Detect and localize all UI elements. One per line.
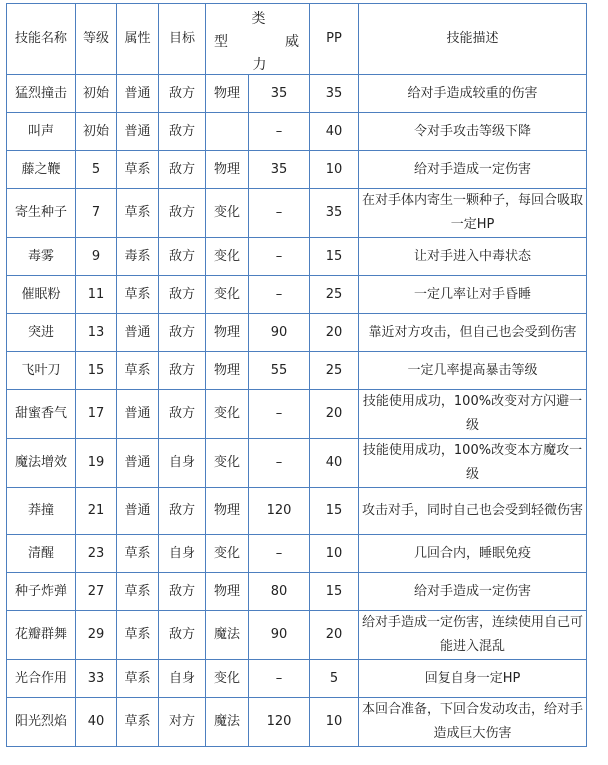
- cell-attribute: 草系: [117, 611, 158, 659]
- cell-attribute: 普通: [117, 390, 158, 438]
- cell-description: 技能使用成功，100%改变对方闪避一级: [359, 390, 586, 438]
- table-row: [7, 698, 586, 746]
- cell-target: 敌方: [159, 573, 205, 610]
- cell-level: 23: [76, 535, 116, 572]
- table-row: [7, 113, 586, 150]
- header-target: 目标: [159, 4, 205, 74]
- cell-type: 物理: [206, 314, 248, 351]
- cell-type: 变化: [206, 660, 248, 697]
- cell-type: 变化: [206, 238, 248, 275]
- cell-attribute: 普通: [117, 488, 158, 534]
- cell-pp: 5: [310, 660, 358, 697]
- cell-target: 敌方: [159, 238, 205, 275]
- cell-description: 技能使用成功，100%改变本方魔攻一级: [359, 439, 586, 487]
- cell-name: 飞叶刀: [7, 352, 75, 389]
- cell-description: 几回合内，睡眠免疫: [359, 535, 586, 572]
- cell-level: 5: [76, 151, 116, 188]
- cell-type: 物理: [206, 573, 248, 610]
- cell-description: 令对手攻击等级下降: [359, 113, 586, 150]
- header-type-char2: 型: [214, 34, 228, 50]
- cell-level: 40: [76, 698, 116, 746]
- cell-level: 初始: [76, 75, 116, 112]
- table-row: [7, 151, 586, 188]
- table-row: [7, 314, 586, 351]
- cell-attribute: 普通: [117, 75, 158, 112]
- cell-target: 敌方: [159, 189, 205, 237]
- cell-description: 给对手造成一定伤害，连续使用自己可能进入混乱: [359, 611, 586, 659]
- cell-level: 19: [76, 439, 116, 487]
- cell-description: 一定几率提高暴击等级: [359, 352, 586, 389]
- cell-power: –: [249, 113, 309, 150]
- cell-target: 敌方: [159, 151, 205, 188]
- cell-pp: 35: [310, 75, 358, 112]
- cell-name: 突进: [7, 314, 75, 351]
- table-row: [7, 660, 586, 697]
- cell-pp: 10: [310, 151, 358, 188]
- cell-attribute: 草系: [117, 573, 158, 610]
- skill-table: [6, 3, 587, 747]
- cell-level: 13: [76, 314, 116, 351]
- cell-type: 变化: [206, 189, 248, 237]
- cell-attribute: 草系: [117, 535, 158, 572]
- cell-description: 回复自身一定HP: [359, 660, 586, 697]
- cell-target: 敌方: [159, 611, 205, 659]
- cell-name: 魔法增效: [7, 439, 75, 487]
- cell-name: 莽撞: [7, 488, 75, 534]
- table-row: [7, 238, 586, 275]
- header-row: [7, 4, 586, 74]
- cell-target: 对方: [159, 698, 205, 746]
- cell-target: 自身: [159, 660, 205, 697]
- cell-power: 35: [249, 75, 309, 112]
- cell-name: 阳光烈焰: [7, 698, 75, 746]
- cell-power: 120: [249, 698, 309, 746]
- cell-power: –: [249, 189, 309, 237]
- header-name: 技能名称: [7, 4, 75, 74]
- cell-target: 自身: [159, 535, 205, 572]
- header-type-power: [206, 4, 309, 74]
- table-row: [7, 535, 586, 572]
- cell-name: 光合作用: [7, 660, 75, 697]
- cell-name: 甜蜜香气: [7, 390, 75, 438]
- cell-name: 藤之鞭: [7, 151, 75, 188]
- cell-power: –: [249, 535, 309, 572]
- cell-power: –: [249, 238, 309, 275]
- table-row: [7, 573, 586, 610]
- table-row: [7, 75, 586, 112]
- cell-power: 90: [249, 611, 309, 659]
- cell-name: 叫声: [7, 113, 75, 150]
- cell-pp: 15: [310, 488, 358, 534]
- cell-power: –: [249, 276, 309, 313]
- cell-name: 寄生种子: [7, 189, 75, 237]
- cell-power: 120: [249, 488, 309, 534]
- table-row: [7, 611, 586, 659]
- cell-name: 毒雾: [7, 238, 75, 275]
- cell-power: 80: [249, 573, 309, 610]
- cell-level: 21: [76, 488, 116, 534]
- cell-power: –: [249, 390, 309, 438]
- cell-level: 15: [76, 352, 116, 389]
- cell-description: 靠近对方攻击，但自己也会受到伤害: [359, 314, 586, 351]
- cell-description: 给对手造成一定伤害: [359, 151, 586, 188]
- cell-description: 给对手造成一定伤害: [359, 573, 586, 610]
- cell-type: [206, 113, 248, 150]
- cell-description: 攻击对手，同时自己也会受到轻微伤害: [359, 488, 586, 534]
- cell-target: 敌方: [159, 390, 205, 438]
- cell-target: 敌方: [159, 488, 205, 534]
- cell-attribute: 普通: [117, 439, 158, 487]
- cell-pp: 35: [310, 189, 358, 237]
- cell-description: 让对手进入中毒状态: [359, 238, 586, 275]
- header-power-char2: 力: [252, 57, 267, 73]
- cell-description: 本回合准备，下回合发动攻击，给对手造成巨大伤害: [359, 698, 586, 746]
- cell-level: 11: [76, 276, 116, 313]
- table-row: [7, 189, 586, 237]
- cell-name: 花瓣群舞: [7, 611, 75, 659]
- cell-target: 敌方: [159, 314, 205, 351]
- cell-type: 变化: [206, 390, 248, 438]
- cell-name: 清醒: [7, 535, 75, 572]
- cell-pp: 20: [310, 314, 358, 351]
- table-row: [7, 390, 586, 438]
- table-row: [7, 276, 586, 313]
- cell-level: 27: [76, 573, 116, 610]
- header-attribute: 属性: [117, 4, 158, 74]
- cell-level: 9: [76, 238, 116, 275]
- cell-attribute: 毒系: [117, 238, 158, 275]
- cell-type: 变化: [206, 276, 248, 313]
- cell-type: 物理: [206, 352, 248, 389]
- cell-pp: 20: [310, 390, 358, 438]
- cell-name: 种子炸弹: [7, 573, 75, 610]
- cell-power: –: [249, 439, 309, 487]
- cell-power: 55: [249, 352, 309, 389]
- cell-type: 物理: [206, 75, 248, 112]
- header-description: 技能描述: [359, 4, 586, 74]
- cell-attribute: 普通: [117, 314, 158, 351]
- cell-attribute: 草系: [117, 698, 158, 746]
- cell-type: 变化: [206, 535, 248, 572]
- cell-target: 敌方: [159, 352, 205, 389]
- cell-pp: 10: [310, 698, 358, 746]
- cell-type: 物理: [206, 488, 248, 534]
- table-row: [7, 488, 586, 534]
- cell-attribute: 草系: [117, 151, 158, 188]
- cell-type: 魔法: [206, 698, 248, 746]
- header-type-char1: 类: [251, 11, 266, 27]
- cell-pp: 25: [310, 352, 358, 389]
- cell-pp: 25: [310, 276, 358, 313]
- header-level: 等级: [76, 4, 116, 74]
- cell-target: 敌方: [159, 113, 205, 150]
- cell-pp: 10: [310, 535, 358, 572]
- cell-power: –: [249, 660, 309, 697]
- skill-table-body: [7, 75, 586, 746]
- cell-pp: 40: [310, 113, 358, 150]
- cell-target: 自身: [159, 439, 205, 487]
- cell-description: 在对手体内寄生一颗种子，每回合吸取一定HP: [359, 189, 586, 237]
- cell-attribute: 草系: [117, 352, 158, 389]
- cell-attribute: 草系: [117, 276, 158, 313]
- cell-pp: 20: [310, 611, 358, 659]
- cell-level: 17: [76, 390, 116, 438]
- cell-attribute: 草系: [117, 189, 158, 237]
- cell-type: 变化: [206, 439, 248, 487]
- cell-pp: 15: [310, 238, 358, 275]
- cell-power: 90: [249, 314, 309, 351]
- cell-name: 猛烈撞击: [7, 75, 75, 112]
- cell-level: 初始: [76, 113, 116, 150]
- table-row: [7, 352, 586, 389]
- cell-type: 物理: [206, 151, 248, 188]
- cell-level: 33: [76, 660, 116, 697]
- cell-pp: 15: [310, 573, 358, 610]
- cell-power: 35: [249, 151, 309, 188]
- cell-level: 7: [76, 189, 116, 237]
- cell-name: 催眠粉: [7, 276, 75, 313]
- header-power-char1: 威: [285, 34, 299, 50]
- table-row: [7, 439, 586, 487]
- cell-type: 魔法: [206, 611, 248, 659]
- cell-description: 一定几率让对手昏睡: [359, 276, 586, 313]
- cell-description: 给对手造成较重的伤害: [359, 75, 586, 112]
- cell-target: 敌方: [159, 75, 205, 112]
- cell-level: 29: [76, 611, 116, 659]
- header-pp: PP: [310, 4, 358, 74]
- cell-attribute: 普通: [117, 113, 158, 150]
- cell-target: 敌方: [159, 276, 205, 313]
- cell-attribute: 草系: [117, 660, 158, 697]
- cell-pp: 40: [310, 439, 358, 487]
